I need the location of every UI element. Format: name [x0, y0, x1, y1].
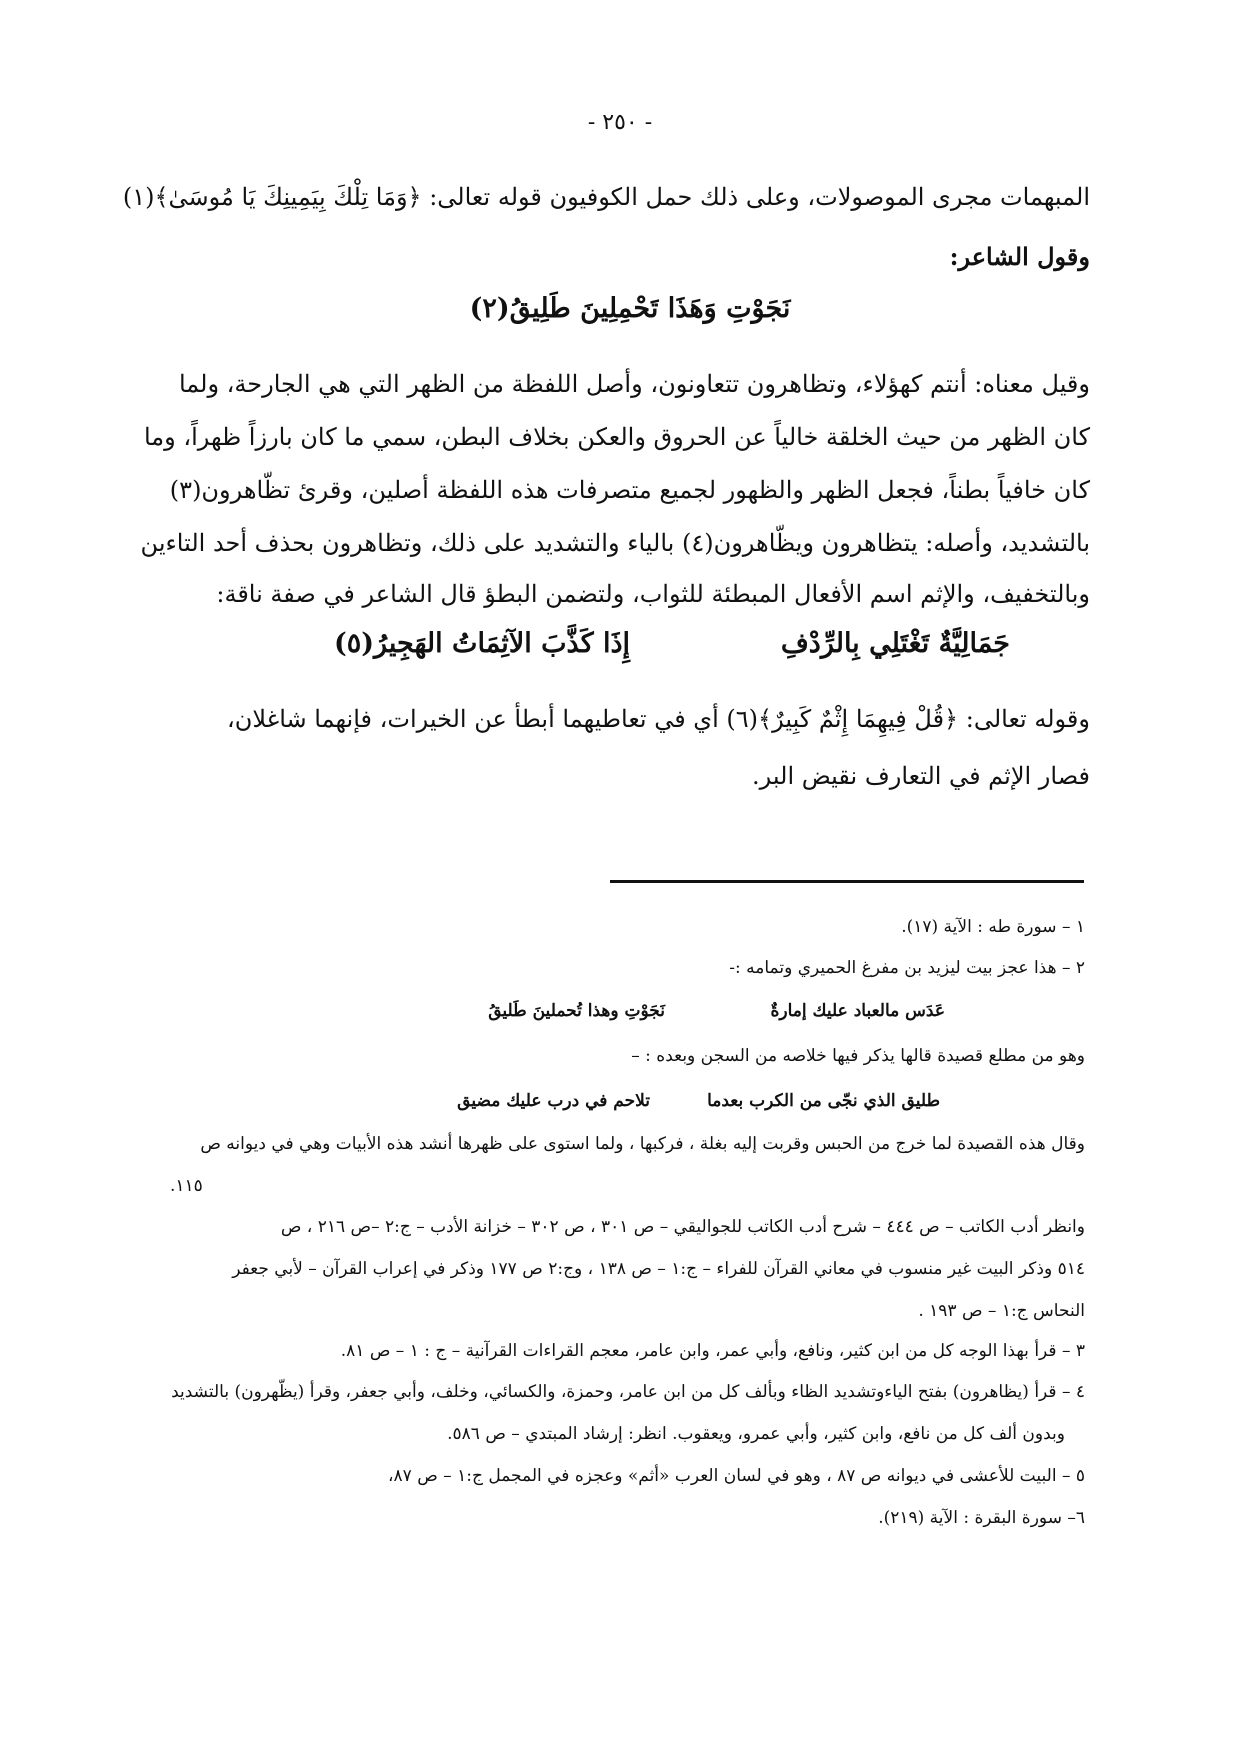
- text-line: وقوله تعالى: ﴿قُلْ فِيهِمَا إِثْمٌ كَبِيرٌ﴾(٦) أي في تعاطيهما أبطأ عن الخيرات، فإنهما شاغلان،: [226, 705, 1090, 733]
- footnote-separator: [610, 880, 1084, 883]
- page-number: - ٢٥٠ -: [587, 110, 653, 135]
- footnote: ٤ – قرأ (يظاهرون) بفتح الياءوتشديد الظاء وبألف كل من ابن عامر، وحمزة، والكسائي، وخلف، وأبي جعفر، وقرأ (يظّهرون) بالتشديد: [171, 1382, 1085, 1402]
- footnote: وهو من مطلع قصيدة قالها يذكر فيها خلاصه من السجن وبعده : –: [631, 1046, 1085, 1066]
- text-line: وبالتخفيف، والإثم اسم الأفعال المبطئة للثواب، ولتضمن البطؤ قال الشاعر في صفة ناقة:: [216, 580, 1090, 608]
- footnote-verse: طليق الذي نجّى من الكرب بعدما: [707, 1091, 940, 1111]
- footnote: ٢ – هذا عجز بيت ليزيد بن مفرغ الحميري وتمامه :-: [729, 958, 1085, 978]
- footnote: وانظر أدب الكاتب – ص ٤٤٤ – شرح أدب الكاتب للجواليقي – ص ٣٠١ ، ص ٣٠٢ – خزانة الأدب – ج:٢ –ص ٢١٦ ، ص: [280, 1217, 1085, 1237]
- footnote: وبدون ألف كل من نافع، وابن كثير، وأبي عمرو، ويعقوب. انظر: إرشاد المبتدي – ص ٥٨٦.: [447, 1424, 1065, 1444]
- footnote: وقال هذه القصيدة لما خرج من الحبس وقربت إليه بغلة ، فركبها ، ولما استوى على ظهرها أنشد هذه الأبيات وهي في ديوانه ص: [200, 1134, 1085, 1154]
- text-line: كان خافياً بطناً، فجعل الظهر والظهور لجميع متصرفات هذه اللفظة أصلين، وقرئ تظّاهرون(٣): [169, 476, 1090, 504]
- text-line: المبهمات مجرى الموصولات، وعلى ذلك حمل الكوفيون قوله تعالى: ﴿وَمَا تِلْكَ بِيَمِينِكَ يَا مُوسَىٰ﴾(١): [122, 183, 1090, 211]
- footnote: ٥ – البيت للأعشى في ديوانه ص ٨٧ ، وهو في لسان العرب «أثم» وعجزه في المجمل ج:١ – ص ٨٧،: [388, 1466, 1085, 1486]
- footnote-verse: تلاحم في درب عليك مضيق: [457, 1091, 650, 1111]
- text-line: وقيل معناه: أنتم كهؤلاء، وتظاهرون تتعاونون، وأصل اللفظة من الظهر التي هي الجارحة، ولما: [178, 370, 1090, 398]
- footnote-verse: نَجَوْتِ وهذا تُحملينَ طَليقُ: [488, 1001, 665, 1021]
- text-line: بالتشديد، وأصله: يتظاهرون ويظّاهرون(٤) بالياء والتشديد على ذلك، وتظاهرون بحذف أحد التاءين: [140, 529, 1090, 557]
- footnote: ١ – سورة طه : الآية (١٧).: [901, 917, 1085, 937]
- text-line: كان الظهر من حيث الخلقة خالياً عن الحروق والعكن بخلاف البطن، سمي ما كان بارزاً ظهراً، وما: [143, 423, 1090, 451]
- footnote: ٥١٤ وذكر البيت غير منسوب في معاني القرآن للفراء – ج:١ – ص ١٣٨ ، وج:٢ ص ١٧٧ وذكر في إعراب القرآن – لأبي جعفر: [232, 1259, 1085, 1279]
- footnote-verse: عَدَس مالعباد عليك إمارةٌ: [770, 1001, 945, 1021]
- footnote: ٦– سورة البقرة : الآية (٢١٩).: [878, 1508, 1085, 1528]
- text-line: فصار الإثم في التعارف نقيض البر.: [752, 762, 1090, 790]
- verse-hemistich: إِذَا كَذَّبَ الآثِمَاتُ الهَجِيرُ(٥): [333, 628, 630, 659]
- verse-line: نَجَوْتِ وَهَذَا تَحْمِلِينَ طَلِيقُ(٢): [469, 293, 791, 324]
- footnote: النحاس ج:١ – ص ١٩٣ .: [918, 1301, 1085, 1321]
- verse-hemistich: جَمَالِيَّةٌ تَغْتَلِي بِالرِّدْفِ: [780, 628, 1010, 659]
- text-line: وقول الشاعر:: [949, 242, 1090, 271]
- footnote: ١١٥.: [170, 1176, 203, 1196]
- footnote: ٣ – قرأ بهذا الوجه كل من ابن كثير، ونافع، وأبي عمر، وابن عامر، معجم القراءات القرآنية – ج : ١ – ص ٨١.: [340, 1341, 1085, 1361]
